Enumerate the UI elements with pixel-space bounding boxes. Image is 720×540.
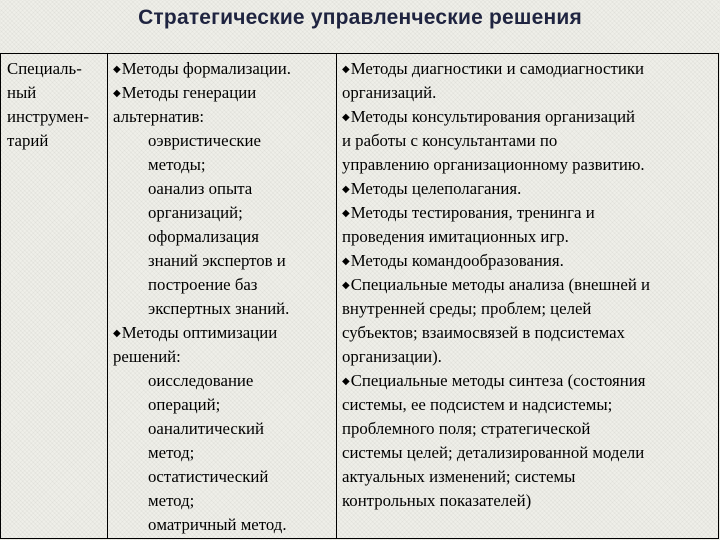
method-line xyxy=(342,177,718,201)
method-text: Специальные методы анализа (внешней и xyxy=(350,275,651,294)
method-text: эвристические xyxy=(156,131,261,150)
method-text: системы, ее подсистем и надсистемы; xyxy=(342,395,613,414)
bullet-icon: ◆ xyxy=(113,88,121,99)
bullet-icon: ◆ xyxy=(113,328,121,339)
method-line xyxy=(113,417,333,441)
slide-title: Стратегические управленческие решения xyxy=(138,6,582,29)
method-line xyxy=(113,321,333,345)
column-category xyxy=(1,54,107,538)
method-text: актуальных изменений; системы xyxy=(342,467,576,486)
method-line xyxy=(342,465,718,489)
method-line xyxy=(113,129,333,153)
method-line xyxy=(113,297,333,321)
circle-bullet-icon: o xyxy=(148,227,157,246)
method-text: системы целей; детализированной модели xyxy=(342,443,645,462)
method-text: методы; xyxy=(148,155,206,174)
method-text: и работы с консультантами по xyxy=(342,131,558,150)
method-line xyxy=(342,297,718,321)
method-line xyxy=(113,57,333,81)
method-line xyxy=(113,201,333,225)
method-line xyxy=(113,105,333,129)
method-line xyxy=(342,393,718,417)
method-text: операций; xyxy=(148,395,221,414)
method-line xyxy=(342,57,718,81)
method-line xyxy=(342,81,718,105)
method-text: внутренней среды; проблем; целей xyxy=(342,299,592,318)
method-text: управлению организационному развитию. xyxy=(342,155,645,174)
method-line xyxy=(342,489,718,513)
methods-table xyxy=(0,53,719,539)
bullet-icon: ◆ xyxy=(342,376,350,387)
circle-bullet-icon: o xyxy=(148,419,157,438)
method-line xyxy=(113,465,333,489)
circle-bullet-icon: o xyxy=(148,371,157,390)
method-line xyxy=(113,153,333,177)
circle-bullet-icon: o xyxy=(148,515,157,534)
method-text: Методы командообразования. xyxy=(350,251,564,270)
method-text: контрольных показателей) xyxy=(342,491,532,510)
method-text: знаний экспертов и xyxy=(148,251,286,270)
bullet-icon: ◆ xyxy=(342,208,350,219)
category-line: инструмен- xyxy=(7,107,89,126)
method-line xyxy=(113,273,333,297)
method-line xyxy=(113,345,333,369)
bullet-icon: ◆ xyxy=(342,256,350,267)
method-line xyxy=(113,177,333,201)
method-line xyxy=(342,129,718,153)
method-line xyxy=(342,105,718,129)
method-line xyxy=(113,489,333,513)
circle-bullet-icon: o xyxy=(148,179,157,198)
method-text: построение баз xyxy=(148,275,258,294)
circle-bullet-icon: o xyxy=(148,131,157,150)
method-line xyxy=(342,201,718,225)
bullet-icon: ◆ xyxy=(342,64,350,75)
method-text: альтернатив: xyxy=(113,107,205,126)
bullet-icon: ◆ xyxy=(113,64,121,75)
bullet-icon: ◆ xyxy=(342,112,350,123)
method-text: Методы тестирования, тренинга и xyxy=(350,203,595,222)
method-line xyxy=(113,393,333,417)
method-text: проблемного поля; стратегической xyxy=(342,419,591,438)
column-methods-left xyxy=(107,54,336,538)
category-line: тарий xyxy=(7,131,49,150)
method-line xyxy=(113,81,333,105)
method-text: формализация xyxy=(156,227,260,246)
category-line: ный xyxy=(7,83,37,102)
method-line xyxy=(342,345,718,369)
method-text: Методы диагностики и самодиагностики xyxy=(350,59,644,78)
method-text: организаций; xyxy=(148,203,243,222)
method-line xyxy=(342,369,718,393)
method-text: исследование xyxy=(156,371,254,390)
column-methods-right xyxy=(336,54,720,538)
method-text: анализ опыта xyxy=(156,179,253,198)
circle-bullet-icon: o xyxy=(148,467,157,486)
method-text: матричный метод. xyxy=(156,515,287,534)
method-text: решений: xyxy=(113,347,181,366)
category-line: Специаль- xyxy=(7,59,82,78)
method-line xyxy=(342,417,718,441)
method-text: проведения имитационных игр. xyxy=(342,227,569,246)
method-text: аналитический xyxy=(156,419,264,438)
method-line xyxy=(113,369,333,393)
method-line xyxy=(342,153,718,177)
method-text: экспертных знаний. xyxy=(148,299,290,318)
method-text: Специальные методы синтеза (состояния xyxy=(350,371,646,390)
method-text: метод; xyxy=(148,491,195,510)
method-line xyxy=(342,273,718,297)
method-text: Методы генерации xyxy=(121,83,257,102)
method-line xyxy=(342,225,718,249)
method-text: организации). xyxy=(342,347,442,366)
method-line xyxy=(113,441,333,465)
bullet-icon: ◆ xyxy=(342,184,350,195)
method-line xyxy=(113,225,333,249)
method-line xyxy=(113,513,333,537)
method-text: метод; xyxy=(148,443,195,462)
method-text: Методы консультирования организаций xyxy=(350,107,636,126)
method-line xyxy=(342,321,718,345)
method-line xyxy=(342,249,718,273)
bullet-icon: ◆ xyxy=(342,280,350,291)
method-line xyxy=(113,249,333,273)
method-text: Методы формализации. xyxy=(121,59,291,78)
method-text: субъектов; взаимосвязей в подсистемах xyxy=(342,323,625,342)
method-line xyxy=(342,441,718,465)
method-text: статистический xyxy=(156,467,269,486)
method-text: Методы оптимизации xyxy=(121,323,278,342)
method-text: Методы целеполагания. xyxy=(350,179,522,198)
method-text: организаций. xyxy=(342,83,437,102)
